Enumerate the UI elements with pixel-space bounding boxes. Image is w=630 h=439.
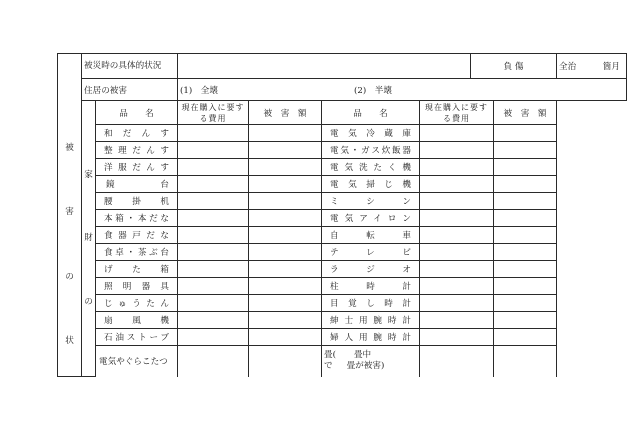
damage-left-1[interactable] <box>249 125 322 142</box>
damage-left-13[interactable] <box>249 329 322 346</box>
damage-right-2[interactable] <box>494 142 557 159</box>
damage-right-10[interactable] <box>494 278 557 295</box>
item-left-4 <box>96 176 178 193</box>
item-left-10: 照明器具 <box>96 278 178 295</box>
item-right-5: ミシン <box>322 193 420 210</box>
damage-right-5[interactable] <box>494 193 557 210</box>
cost-right-4[interactable] <box>420 176 494 193</box>
header-damage-right: 被 害 額 <box>494 101 557 125</box>
header-cost-left: 現在購入に要する費用 <box>178 101 249 125</box>
cost-right-6[interactable] <box>420 210 494 227</box>
cost-right-1[interactable] <box>420 125 494 142</box>
item-right-9: ラジオ <box>322 261 420 278</box>
cost-left-10[interactable] <box>178 278 249 295</box>
damage-right-14[interactable] <box>494 346 557 377</box>
damage-right-3[interactable] <box>494 159 557 176</box>
item-right-3: 電気洗たく機 <box>322 159 420 176</box>
tatami-b: 畳中 <box>353 350 372 361</box>
kazai-char-2: 財 <box>84 233 93 244</box>
cost-left-3[interactable] <box>178 159 249 176</box>
damage-right-9[interactable] <box>494 261 557 278</box>
damage-left-14[interactable] <box>249 346 322 377</box>
cost-left-2[interactable] <box>178 142 249 159</box>
cost-left-7[interactable] <box>178 227 249 244</box>
side-char-3: の <box>65 271 74 282</box>
side-char-4: 状 <box>65 336 74 347</box>
damage-left-2[interactable] <box>249 142 322 159</box>
cost-left-5[interactable] <box>178 193 249 210</box>
housing-damage-label: 住居の被害 <box>82 79 178 101</box>
item-right-1: 電気冷蔵庫 <box>322 125 420 142</box>
cost-right-14[interactable] <box>420 346 494 377</box>
item-right-13: 婦人用腕時計 <box>322 329 420 346</box>
damage-right-13[interactable] <box>494 329 557 346</box>
cost-left-6[interactable] <box>178 210 249 227</box>
cost-left-4[interactable] <box>178 176 249 193</box>
cost-right-5[interactable] <box>420 193 494 210</box>
item-right-12: 紳士用腕時計 <box>322 312 420 329</box>
damage-status-label <box>58 54 82 377</box>
header-item-left: 品 名 <box>96 101 178 125</box>
cost-left-14[interactable] <box>178 346 249 377</box>
option-full-destruction[interactable]: (1) 全壊 <box>180 85 218 96</box>
damage-left-3[interactable] <box>249 159 322 176</box>
item-right-4: 電気掃じ機 <box>322 176 420 193</box>
damage-report-form <box>57 53 627 377</box>
damage-left-8[interactable] <box>249 244 322 261</box>
cost-right-7[interactable] <box>420 227 494 244</box>
household-goods-label <box>82 101 96 377</box>
item-left-1: 和だんす <box>96 125 178 142</box>
damage-left-6[interactable] <box>249 210 322 227</box>
tatami-item <box>322 346 420 377</box>
damage-right-11[interactable] <box>494 295 557 312</box>
damage-right-4[interactable] <box>494 176 557 193</box>
damage-left-12[interactable] <box>249 312 322 329</box>
item-left-7: 食器戸だな <box>96 227 178 244</box>
item-left-9: げた箱 <box>96 261 178 278</box>
item-left-11: じゅうたん <box>96 295 178 312</box>
item-left-2: 整理だんす <box>96 142 178 159</box>
damage-right-8[interactable] <box>494 244 557 261</box>
injury-label: 負 傷 <box>471 54 557 79</box>
damage-left-5[interactable] <box>249 193 322 210</box>
item-left-5: 腰掛机 <box>96 193 178 210</box>
cost-right-9[interactable] <box>420 261 494 278</box>
cost-left-8[interactable] <box>178 244 249 261</box>
damage-right-6[interactable] <box>494 210 557 227</box>
kazai-char-1: 家 <box>84 169 93 180</box>
kazai-char-3: の <box>84 296 93 307</box>
item-left-14: 電気やぐらこたつ <box>96 346 178 377</box>
item-left-4-text: 鏡台 <box>106 180 169 190</box>
item-right-7: 自転車 <box>322 227 420 244</box>
side-char-1: 被 <box>65 142 74 153</box>
damage-right-7[interactable] <box>494 227 557 244</box>
cost-left-9[interactable] <box>178 261 249 278</box>
item-right-11: 目覚し時計 <box>322 295 420 312</box>
cost-right-8[interactable] <box>420 244 494 261</box>
cost-right-12[interactable] <box>420 312 494 329</box>
damage-right-12[interactable] <box>494 312 557 329</box>
situation-field[interactable] <box>178 54 471 79</box>
tatami-c: で <box>324 361 333 372</box>
cost-right-13[interactable] <box>420 329 494 346</box>
side-char-2: 害 <box>65 207 74 218</box>
full-recovery-label: 全治 <box>559 62 577 72</box>
damage-left-9[interactable] <box>249 261 322 278</box>
item-left-12: 扇風機 <box>96 312 178 329</box>
item-left-3: 洋服だんす <box>96 159 178 176</box>
tatami-a: 畳( <box>324 350 336 361</box>
damage-left-11[interactable] <box>249 295 322 312</box>
cost-right-10[interactable] <box>420 278 494 295</box>
cost-left-13[interactable] <box>178 329 249 346</box>
item-left-6: 本箱・本だな <box>96 210 178 227</box>
cost-left-11[interactable] <box>178 295 249 312</box>
cost-right-3[interactable] <box>420 159 494 176</box>
item-right-6: 電気アイロン <box>322 210 420 227</box>
damage-left-7[interactable] <box>249 227 322 244</box>
housing-damage-field[interactable] <box>178 79 627 101</box>
option-half-destruction[interactable]: (2) 半壊 <box>354 85 392 96</box>
damage-left-4[interactable] <box>249 176 322 193</box>
header-cost-right: 現在購入に要する費用 <box>420 101 494 125</box>
damage-right-1[interactable] <box>494 125 557 142</box>
cost-right-2[interactable] <box>420 142 494 159</box>
damage-left-10[interactable] <box>249 278 322 295</box>
header-damage-left: 被 害 額 <box>249 101 322 125</box>
cost-left-1[interactable] <box>178 125 249 142</box>
item-left-13: 石油ストーブ <box>96 329 178 346</box>
item-right-2: 電気・ガス炊飯器 <box>322 142 420 159</box>
injury-field[interactable] <box>557 54 627 79</box>
item-right-10: 柱時計 <box>322 278 420 295</box>
header-item-right: 品 名 <box>322 101 420 125</box>
cost-left-12[interactable] <box>178 312 249 329</box>
months-label: 箇月 <box>602 62 620 72</box>
cost-right-11[interactable] <box>420 295 494 312</box>
tatami-d: 畳が被害) <box>346 361 385 372</box>
item-left-8: 食卓・茶ぶ台 <box>96 244 178 261</box>
situation-label: 被災時の具体的状況 <box>82 54 178 79</box>
item-right-8: テレビ <box>322 244 420 261</box>
